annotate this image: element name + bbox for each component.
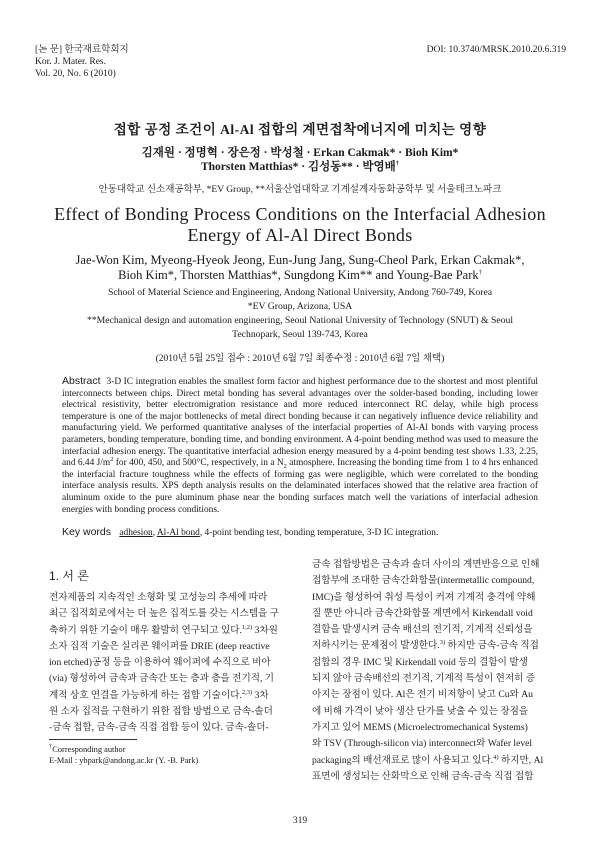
left-line-2: 최근 집적회로에서는 더 높은 집적도를 갖는 시스템을 구 [49,608,279,620]
citation: 2,3) [241,688,253,696]
affiliation-ko: 안동대학교 신소재공학부, *EV Group, **서울산업대학교 기계설계자동화공학부 및 서울테크노파크 [98,185,502,195]
abstract-sup: 2 [110,456,114,464]
affiliation-en-2: *EV Group, Arizona, USA [247,301,353,312]
right-column-body [312,557,556,785]
corresponding-mark: † [395,160,399,168]
authors-ko [0,146,600,174]
authors-ko-line2-text: Thorsten Matthias* · 김성동** · 박영배 [200,161,396,173]
right-line-2: 접합부에 조대한 금속간화합물(intermetallic compound, [312,575,535,587]
affiliation-en-4: Technopark, Seoul 139-743, Korea [232,329,368,340]
authors-ko-line2 [0,160,600,174]
footnote [49,744,198,766]
footnote-corresponding: Corresponding author [52,745,126,754]
right-line-9: 아지는 장점이 있다. Al은 전기 비저항이 낮고 Cu와 Au [312,689,533,701]
journal-header [35,44,129,80]
left-column-body [49,590,297,737]
right-line-6-tail: 하지만 금속-금속 직접 [445,640,539,652]
footnote-divider [49,739,137,740]
right-line-14: 표면에 생성되는 산화막으로 인해 금속-금속 직접 접합 [312,770,534,782]
abstract-label: Abstract [62,375,101,387]
right-line-13-tail: 하지만, Al [498,754,544,766]
keyword-link-al-al-bond[interactable]: Al-Al bond [156,528,200,538]
right-line-11: 가지고 있어 MEMS (Microelectromechanical Systems) [312,721,528,733]
left-line-6: (via) 형성하여 금속과 금속간 또는 층과 층을 전기적, 기 [49,673,275,685]
citation: 3) [439,639,446,647]
right-line-13 [312,753,556,769]
keyword-link-adhesion[interactable]: adhesion [119,528,153,538]
footnote-mark: † [49,743,53,751]
keywords-rest: , 4-point bending test, bonding temperature, 3-D IC integration. [199,528,439,538]
right-line-6-text: 저하시키는 문제점이 발생한다. [312,640,440,652]
affiliations-en [0,286,600,342]
section-title: 1. 서 론 [49,569,89,583]
authors-en-line2-text: Bioh Kim*, Thorsten Matthias*, Sungdong Kim** and Young-Bae Park [118,268,479,282]
right-line-8: 되지 않아 금속배선의 전기적, 기계적 특성이 현저히 증 [312,673,536,685]
title-en-line2: Energy of Al-Al Direct Bonds [187,225,413,245]
left-line-3-text: 축하기 위한 기술이 매우 활발히 연구되고 있다. [49,624,242,636]
footnote-email[interactable]: E-Mail : ybpark@andong.ac.kr (Y. -B. Park) [49,756,199,765]
abstract-text-1: 3-D IC integration enables the smallest form factor and highest performance due to the shortest and most plentiful interconnects between chips. Direct metal bonding has several advantages over the solder-based bonding, including lower electrical resistivity, better electromigration resistance and more reduced interconnect RC delay, while high process temperature is one of the major bottlenecks of metal direct bonding because it can negatively influence device reliability and manufacturing yield. We performed quantitative analyses of the interfacial properties of Al-Al bonds with varying process parameters, bonding temperature, bonding time, and bonding environment. A 4-point bending method was used to measure the interfacial adhesion energy. The quantitative interfacial adhesion energy measured by a 4-point bending test shows 1.33, 2.25, and 6.44 J/m [62,377,538,469]
left-line-5: ion etched)공정 등을 이용하여 웨이퍼에 수직으로 비아 [49,657,271,669]
title-en-line1: Effect of Bonding Process Conditions on the Interfacial Adhesion [54,204,546,224]
authors-ko-line1: 김재원 · 정명혁 · 장은정 · 박성철 · Erkan Cakmak* · Bioh Kim* [141,147,459,159]
right-line-12: 와 TSV (Through-silicon via) interconnect와 Wafer level [312,738,533,750]
right-line-4: 질 뿐만 아니라 금속간화합물 계면에서 Kirkendall void [312,607,533,619]
affiliation-en-1: School of Material Science and Engineering, Andong National University, Andong 760-749, Korea [107,287,493,298]
journal-name-ko: [논 문] 한국재료학회지 [35,45,129,55]
left-line-4: 소자 집적 기술은 실리콘 웨이퍼를 DRIE (deep reactive [49,640,270,652]
doi: DOI: 10.3740/MRSK.2010.20.6.319 [426,45,566,55]
abstract [62,376,538,516]
footnote-line-1 [49,744,198,755]
right-line-1: 금속 접합방법은 금속과 솔더 사이의 계면반응으로 인해 [312,559,540,570]
journal-volume: Vol. 20, No. 6 (2010) [35,69,116,79]
abstract-sub: 2 [283,463,287,471]
left-line-3-tail: 3차원 [252,624,278,636]
abstract-text-2: for 400, 450, and 500°C, respectively, in a N [113,458,284,469]
authors-en [0,253,600,283]
journal-name-en: Kor. J. Mater. Res. [35,57,106,67]
citation: 1,2) [241,623,253,631]
left-line-8: 원 소자 집적을 구현하기 위한 접합 방법으로 금속-솔더 [49,706,273,718]
keywords-label: Key words [62,526,112,538]
title-en [0,204,600,246]
left-line-7-tail: 3차 [252,689,269,701]
title-ko: 접합 공정 조건이 Al-Al 접합의 계면접착에너지에 미치는 영향 [113,122,487,137]
abstract-text-3: atmosphere. Increasing the bonding time from 1 to 4 hrs enhanced the interfacial fracture toughness while the effects of forming gas were negligible, which were correlated to the bonding interface analysis results. XPS depth analysis results on the delaminated interfaces showed that the relative area fraction of aluminum oxide to the pure aluminum phase near the bonding surfaces match well the variations of interfacial adhesion energies with bonding process conditions. [62,458,538,515]
corresponding-mark-en: † [478,268,482,276]
submission-dates: (2010년 5월 25일 접수 : 2010년 6월 7일 최종수정 : 2010년 6월 7일 채택) [155,354,445,364]
left-line-3 [49,623,297,639]
keywords: Key words adhesion, Al-Al bond, 4-point bending test, bonding temperature, 3-D IC integration. [62,526,439,538]
citation: 4) [493,753,499,761]
left-line-7 [49,688,297,704]
affiliation-en-3: **Mechanical design and automation engineering, Seoul National University of Technology (SNUT) & Seoul [86,315,514,326]
right-line-10: 에 비해 가격이 낮아 생산 단가를 낮출 수 있는 장점을 [312,705,529,717]
left-line-7-text: 계적 상호 연결을 가능하게 하는 접합 기술이다. [49,689,242,701]
page-number: 319 [292,816,308,826]
right-line-7: 접합의 경우 IMC 및 Kirkendall void 등의 결함이 발생 [312,656,528,668]
right-line-13-text: packaging의 배선재료로 많이 사용되고 있다. [312,754,494,766]
authors-en-line2 [0,268,600,283]
right-line-3: IMC)을 형성하여 취성 특성이 커져 기계적 충격에 약해 [312,591,536,603]
left-line-9: -금속 접합, 금속-금속 직접 접합 등이 있다. 금속-솔더- [49,722,269,734]
authors-en-line1: Jae-Won Kim, Myeong-Hyeok Jeong, Eun-Jung Jang, Sung-Cheol Park, Erkan Cakmak*, [75,253,525,267]
right-line-6 [312,638,556,654]
left-line-1: 전자제품의 지속적인 소형화 및 고성능의 추세에 따라 [49,592,268,603]
right-line-5: 결함을 발생시켜 금속 배선의 전기적, 기계적 신뢰성을 [312,624,533,636]
